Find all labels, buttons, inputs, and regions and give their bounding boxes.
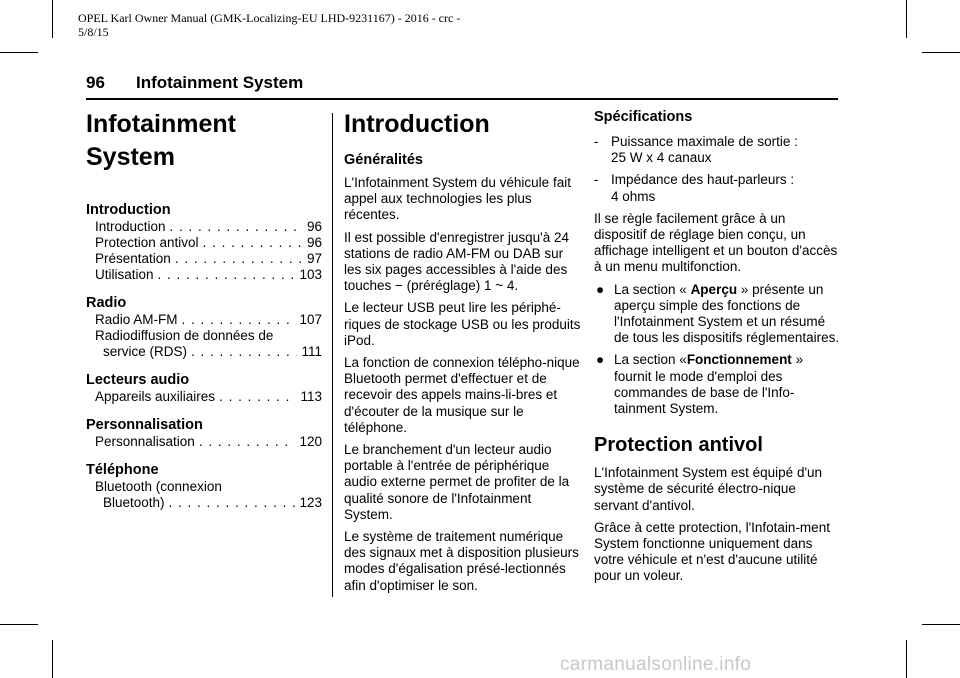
crop-mark bbox=[0, 52, 38, 53]
paragraph: Le lecteur USB peut lire les périphé-riques de stockage USB ou les produits iPod. bbox=[344, 300, 581, 348]
introduction-column bbox=[344, 108, 581, 594]
crop-mark bbox=[922, 624, 960, 625]
toc-entry-line[interactable]: Bluetooth (connexion bbox=[95, 479, 222, 494]
paragraph: Il se règle facilement grâce à un dispositif de réglage bien conçu, un affichage intelligent et un bouton d'accès à un menu multifonction. bbox=[594, 210, 838, 275]
toc-entry[interactable]: Utilisation . . . 103 bbox=[86, 267, 322, 283]
toc-entry[interactable]: Personnalisation . . . 120 bbox=[86, 434, 322, 450]
paragraph: Le système de traitement numérique des signaux met à disposition plusieurs modes d'égalisation présé-lectionnés afin d'optimiser le son. bbox=[344, 529, 579, 593]
toc-entry[interactable]: Radio AM-FM . . . 107 bbox=[86, 312, 322, 328]
paragraph: Il est possible d'enregistrer jusqu'à 24 stations de radio AM-FM ou DAB sur les six pages accessibles à l'aide des touches − (préréglage) 1 ~ 4. bbox=[344, 229, 570, 294]
crop-mark bbox=[922, 52, 960, 53]
running-title: Infotainment System bbox=[136, 73, 304, 92]
paragraph: L'Infotainment System du véhicule fait appel aux technologies les plus récentes. bbox=[344, 175, 571, 223]
toc-section-heading: Téléphone bbox=[86, 462, 159, 478]
list-item: - Impédance des haut-parleurs : 4 ohms bbox=[594, 172, 795, 204]
toc-section-heading: Introduction bbox=[86, 202, 171, 218]
subsection-heading: Généralités bbox=[344, 152, 423, 168]
column-divider bbox=[332, 113, 333, 597]
paragraph: La fonction de connexion télépho-nique Bluetooth permet d'effectuer et de recevoir des appels mains-li-bres et d'écouter de la musique sur le téléphone. bbox=[344, 355, 580, 435]
toc-section-heading: Radio bbox=[86, 295, 127, 311]
crop-mark bbox=[52, 640, 53, 678]
crop-mark bbox=[906, 640, 907, 678]
paragraph: Grâce à cette protection, l'Infotain-ment System fonctionne uniquement dans votre véhicule et n'est d'aucune utilité pour un voleur. bbox=[594, 519, 830, 584]
watermark: carmanualsonline.info bbox=[560, 654, 752, 675]
toc-entry[interactable]: Présentation . . . 97 bbox=[86, 251, 322, 267]
chapter-title: Infotainment System bbox=[86, 110, 236, 171]
crop-mark bbox=[906, 0, 907, 38]
table-of-contents bbox=[86, 108, 322, 511]
list-item: - Puissance maximale de sortie : 25 W x 4 canaux bbox=[594, 134, 798, 166]
paragraph: Le branchement d'un lecteur audio portable à l'entrée de périphérique audio externe permet de profiter de la qualité sonore de l'Infotainment System. bbox=[344, 442, 570, 522]
bullet-icon: ● bbox=[596, 281, 605, 297]
crop-mark bbox=[52, 0, 53, 38]
bullet-icon: ● bbox=[596, 352, 605, 368]
bullet-item: ● La section « Aperçu » présente un aperçu simple des fonctions de l'Infotainment System et un résumé de tous les dispositifs réglementaires. bbox=[596, 281, 840, 346]
toc-entry[interactable]: service (RDS) . . . 111 bbox=[86, 344, 322, 360]
section-heading: Protection antivol bbox=[594, 434, 763, 457]
toc-entry[interactable]: Appareils auxiliaires . . . 113 bbox=[86, 389, 322, 405]
subsection-heading: Spécifications bbox=[594, 109, 693, 125]
dash-marker: - bbox=[594, 134, 599, 149]
toc-entry[interactable]: Introduction . . . 96 bbox=[86, 219, 322, 235]
toc-entry-line[interactable]: Radiodiffusion de données de bbox=[95, 328, 274, 343]
specifications-column bbox=[594, 108, 840, 585]
page-number: 96 bbox=[86, 73, 105, 92]
document-info-date: 5/8/15 bbox=[78, 25, 109, 39]
crop-mark bbox=[0, 624, 38, 625]
paragraph: L'Infotainment System est équipé d'un système de sécurité électro-nique servant d'antivol. bbox=[594, 465, 823, 513]
dash-marker: - bbox=[594, 172, 599, 188]
section-heading: Introduction bbox=[344, 110, 490, 138]
toc-section-heading: Lecteurs audio bbox=[86, 372, 190, 388]
document-info bbox=[78, 11, 460, 39]
toc-entry[interactable]: Protection antivol . . . 96 bbox=[86, 235, 322, 251]
toc-section-heading: Personnalisation bbox=[86, 417, 203, 433]
header-rule bbox=[86, 98, 838, 100]
bullet-item: ● La section «Fonctionnement » fournit le mode d'emploi des commandes de base de l'Info-tainment System. bbox=[596, 352, 804, 417]
toc-entry[interactable]: Bluetooth) . . . 123 bbox=[86, 495, 322, 511]
document-info-line: OPEL Karl Owner Manual (GMK-Localizing-EU LHD-9231167) - 2016 - crc - bbox=[78, 11, 461, 25]
